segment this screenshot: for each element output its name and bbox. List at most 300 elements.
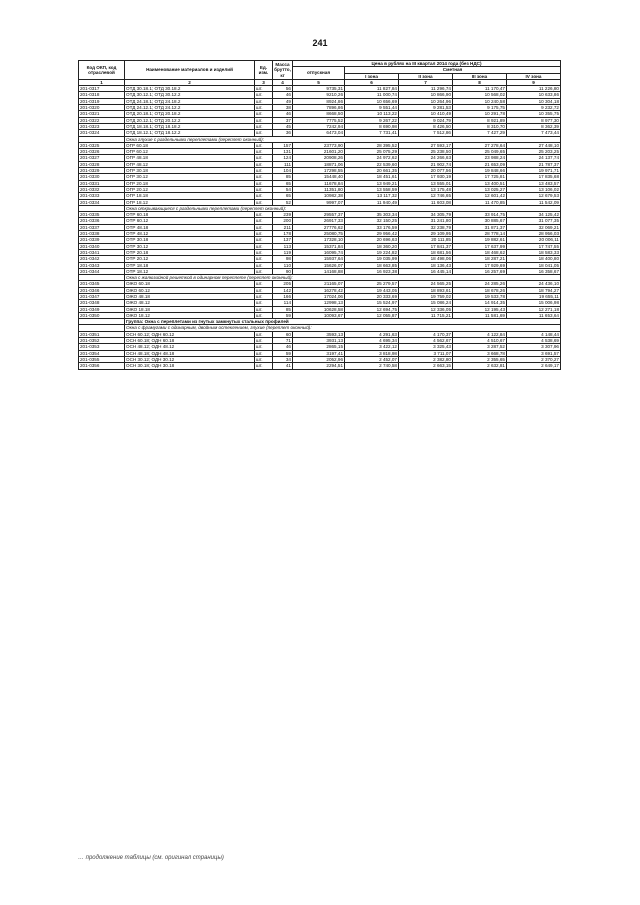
cell-zone-3-price: 3 287,52 [453, 344, 507, 350]
cell-zone-1-price: 2 452,07 [345, 356, 399, 362]
cell-zone-3-price: 17 637,99 [453, 243, 507, 249]
cell-release-price: 8668,50 [293, 111, 345, 117]
col-number: 4 [273, 79, 293, 85]
cell-name: ОТД 30.18.1; ОТД 30.18.2 [125, 86, 255, 92]
cell-code: 201-0327 [79, 155, 125, 161]
cell-zone-1-price: 9 267,22 [345, 117, 399, 123]
cell-zone-2-price: 20 111,85 [399, 237, 453, 243]
cell-release-price: 15448,40 [293, 174, 345, 180]
cell-zone-2-price: 18 893,61 [399, 287, 453, 293]
cell-zone-4-price: 15 006,98 [507, 300, 561, 306]
cell-mass: 46 [273, 92, 293, 98]
cell-release-price: 21601,20 [293, 149, 345, 155]
cell-zone-4-price: 13 483,57 [507, 180, 561, 186]
cell-name: ОТД 20.18.1; ОТД 20.18.2 [125, 111, 255, 117]
cell-code: 201-0337 [79, 224, 125, 230]
cell-release-price: 3197,41 [293, 350, 345, 356]
cell-mass: 59 [273, 312, 293, 318]
cell-zone-2-price: 29 109,95 [399, 231, 453, 237]
cell-mass: 59 [273, 350, 293, 356]
cell-name: ОТД 20.12.1; ОТД 20.12.2 [125, 117, 255, 123]
cell-unit: шт. [255, 180, 273, 186]
cell-mass: 65 [273, 180, 293, 186]
cell-code: 201-0319 [79, 98, 125, 104]
cell-mass: 178 [273, 231, 293, 237]
cell-zone-4-price: 10 633,86 [507, 92, 561, 98]
cell-zone-3-price: 7 427,29 [453, 130, 507, 136]
cell-mass: 90 [273, 268, 293, 274]
cell-zone-1-price: 11 940,49 [345, 199, 399, 205]
cell-release-price: 11678,84 [293, 180, 345, 186]
cell-mass: 49 [273, 98, 293, 104]
cell-zone-2-price: 11 296,74 [399, 86, 453, 92]
col-number: 2 [125, 79, 255, 85]
cell-release-price: 15626,07 [293, 262, 345, 268]
cell-unit: шт. [255, 256, 273, 262]
cell-mass: 52 [273, 199, 293, 205]
cell-code: 201-0324 [79, 130, 125, 136]
cell-mass: 56 [273, 86, 293, 92]
cell-zone-1-price: 15 524,97 [345, 300, 399, 306]
cell-mass: 60 [273, 331, 293, 337]
cell-zone-1-price: 19 035,99 [345, 256, 399, 262]
cell-code: 201-0353 [79, 344, 125, 350]
cell-release-price: 2052,96 [293, 356, 345, 362]
cell-name: ОГР 18.12 [125, 199, 255, 205]
cell-zone-4-price: 7 473,44 [507, 130, 561, 136]
cell-name: ОСН 48.12; ОДН 48.12 [125, 344, 255, 350]
cell-zone-4-price: 18 041,05 [507, 262, 561, 268]
cell-mass: 71 [273, 338, 293, 344]
section-title: Группа: Окна с переплетами из гнутых замкнутых стальных профилей [125, 319, 561, 325]
cell-name: ОЖО 48.12 [125, 300, 255, 306]
cell-unit: шт. [255, 98, 273, 104]
cell-zone-2-price: 34 305,79 [399, 212, 453, 218]
cell-zone-3-price: 19 848,66 [453, 168, 507, 174]
cell-name: ОТР 48.18 [125, 224, 255, 230]
cell-zone-3-price: 18 468,62 [453, 249, 507, 255]
cell-zone-1-price: 29 956,42 [345, 231, 399, 237]
cell-unit: шт. [255, 123, 273, 129]
col-number: 9 [507, 79, 561, 85]
cell-name: ОТД 18.12.1; ОТД 18.12.2 [125, 130, 255, 136]
cell-zone-2-price: 13 555,01 [399, 180, 453, 186]
cell-name: ОТР 30.18 [125, 237, 255, 243]
cell-zone-3-price: 27 278,64 [453, 142, 507, 148]
col-number: 5 [293, 79, 345, 85]
cell-zone-1-price: 24 972,62 [345, 155, 399, 161]
cell-zone-2-price: 10 410,49 [399, 111, 453, 117]
cell-unit: шт. [255, 193, 273, 199]
cell-zone-4-price: 12 271,18 [507, 306, 561, 312]
cell-zone-1-price: 13 558,59 [345, 186, 399, 192]
cell-zone-2-price: 24 266,63 [399, 155, 453, 161]
cell-mass: 41 [273, 363, 293, 369]
cell-zone-3-price: 11 470,85 [453, 199, 507, 205]
header-code: Код ОКП, код отраслевой [79, 61, 125, 80]
cell-zone-4-price: 24 436,10 [507, 281, 561, 287]
header-zone-4: IV зона [507, 73, 561, 79]
cell-code: 201-0345 [79, 281, 125, 287]
cell-code: 201-0323 [79, 123, 125, 129]
cell-unit: шт. [255, 218, 273, 224]
cell-zone-1-price: 4 291,63 [345, 331, 399, 337]
cell-unit: шт. [255, 281, 273, 287]
cell-code: 201-0339 [79, 237, 125, 243]
cell-zone-4-price: 11 653,64 [507, 312, 561, 318]
cell-zone-4-price: 18 583,33 [507, 249, 561, 255]
cell-name: ОГР 30.12 [125, 174, 255, 180]
group-title: Окна с фрамугами с одинарным, двойным остеклением, глухие (переплет оконный): [125, 325, 561, 331]
cell-name: ОЖО 18.18 [125, 306, 255, 312]
header-estimate: Сметная [345, 67, 561, 73]
cell-mass: 85 [273, 174, 293, 180]
cell-zone-1-price: 35 303,34 [345, 212, 399, 218]
cell-code: 201-0343 [79, 262, 125, 268]
continuation-note: … продолжение таблицы (см. оригинал страницы) [78, 855, 224, 861]
cell-code: 201-0322 [79, 117, 125, 123]
cell-zone-3-price: 18 678,26 [453, 287, 507, 293]
cell-zone-1-price: 25 075,29 [345, 149, 399, 155]
cell-name: ОГР 48.18 [125, 155, 255, 161]
cell-release-price: 25080,75 [293, 231, 345, 237]
cell-zone-2-price: 27 593,17 [399, 142, 453, 148]
cell-zone-3-price: 8 921,89 [453, 117, 507, 123]
cell-zone-1-price: 12 055,87 [345, 312, 399, 318]
cell-name: ОТР 18.12 [125, 268, 255, 274]
cell-name: ОТР 48.12 [125, 231, 255, 237]
cell-zone-4-price: 21 787,37 [507, 161, 561, 167]
cell-unit: шт. [255, 268, 273, 274]
cell-release-price: 11351,80 [293, 186, 345, 192]
cell-code: 201-0340 [79, 243, 125, 249]
cell-code: 201-0317 [79, 86, 125, 92]
cell-unit: шт. [255, 186, 273, 192]
cell-zone-3-price: 30 885,67 [453, 218, 507, 224]
cell-name: ОСН 60.12; ОДН 60.12 [125, 331, 255, 337]
cell-zone-4-price: 3 691,57 [507, 350, 561, 356]
cell-zone-4-price: 18 794,27 [507, 287, 561, 293]
cell-zone-4-price: 19 655,11 [507, 293, 561, 299]
cell-zone-3-price: 23 988,24 [453, 155, 507, 161]
cell-mass: 124 [273, 155, 293, 161]
cell-release-price: 15371,84 [293, 243, 345, 249]
cell-unit: шт. [255, 86, 273, 92]
cell-release-price: 3593,13 [293, 331, 345, 337]
cell-name: ОТР 60.12 [125, 218, 255, 224]
cell-zone-1-price: 7 731,41 [345, 130, 399, 136]
cell-release-price: 27776,62 [293, 224, 345, 230]
cell-name: ОТД 18.18.1; ОТД 18.18.2 [125, 123, 255, 129]
cell-release-price: 14168,88 [293, 268, 345, 274]
cell-mass: 114 [273, 300, 293, 306]
cell-zone-3-price: 19 882,61 [453, 237, 507, 243]
cell-zone-2-price: 21 902,74 [399, 161, 453, 167]
cell-mass: 200 [273, 218, 293, 224]
cell-zone-4-price: 9 232,72 [507, 105, 561, 111]
cell-zone-4-price: 31 077,35 [507, 218, 561, 224]
cell-code: 201-0325 [79, 142, 125, 148]
cell-code: 201-0354 [79, 350, 125, 356]
cell-name: ОСН 60.18; ОДН 60.18 [125, 338, 255, 344]
cell-zone-3-price: 19 533,78 [453, 293, 507, 299]
cell-mass: 65 [273, 193, 293, 199]
cell-zone-1-price: 16 923,38 [345, 268, 399, 274]
cell-zone-4-price: 18 400,80 [507, 256, 561, 262]
cell-zone-4-price: 11 226,80 [507, 86, 561, 92]
cell-name: ОГР 30.18 [125, 168, 255, 174]
cell-code: 201-0351 [79, 331, 125, 337]
cell-release-price: 21165,07 [293, 281, 345, 287]
cell-zone-3-price: 2 632,81 [453, 363, 507, 369]
cell-zone-2-price: 10 866,90 [399, 92, 453, 98]
cell-zone-2-price: 18 136,43 [399, 262, 453, 268]
cell-zone-4-price: 32 069,21 [507, 224, 561, 230]
col-number: 8 [453, 79, 507, 85]
cell-zone-3-price: 2 355,65 [453, 356, 507, 362]
cell-unit: шт. [255, 105, 273, 111]
cell-zone-3-price: 21 653,09 [453, 161, 507, 167]
cell-zone-4-price: 8 362,39 [507, 123, 561, 129]
cell-code: 201-0342 [79, 256, 125, 262]
cell-zone-3-price: 4 510,67 [453, 338, 507, 344]
cell-code: 201-0326 [79, 149, 125, 155]
cell-name: ОТР 18.18 [125, 262, 255, 268]
cell-unit: шт. [255, 199, 273, 205]
cell-zone-3-price: 4 122,84 [453, 331, 507, 337]
cell-name: ОЖО 60.18 [125, 281, 255, 287]
cell-code: 201-0344 [79, 268, 125, 274]
cell-code: 201-0352 [79, 338, 125, 344]
cell-zone-3-price: 11 581,69 [453, 312, 507, 318]
cell-unit: шт. [255, 111, 273, 117]
cell-mass: 110 [273, 262, 293, 268]
cell-zone-1-price: 33 176,59 [345, 224, 399, 230]
cell-name: ОТД 30.12.1; ОТД 30.12.2 [125, 92, 255, 98]
header-zone-3: III зона [453, 73, 507, 79]
cell-release-price: 9735,31 [293, 86, 345, 92]
cell-zone-3-price: 25 049,65 [453, 149, 507, 155]
cell-zone-2-price: 15 086,24 [399, 300, 453, 306]
cell-name: ОГР 18.18 [125, 193, 255, 199]
cell-zone-1-price: 13 117,32 [345, 193, 399, 199]
cell-zone-4-price: 12 679,53 [507, 193, 561, 199]
cell-unit: шт. [255, 168, 273, 174]
cell-zone-1-price: 4 695,34 [345, 338, 399, 344]
cell-zone-2-price: 7 512,86 [399, 130, 453, 136]
cell-zone-4-price: 2 649,17 [507, 363, 561, 369]
cell-zone-4-price: 8 977,30 [507, 117, 561, 123]
cell-release-price: 10628,58 [293, 306, 345, 312]
cell-zone-4-price: 20 006,11 [507, 237, 561, 243]
cell-zone-2-price: 24 565,25 [399, 281, 453, 287]
cell-zone-2-price: 31 241,80 [399, 218, 453, 224]
cell-release-price: 29557,37 [293, 212, 345, 218]
cell-zone-4-price: 4 538,69 [507, 338, 561, 344]
page-number: 241 [312, 38, 328, 48]
cell-mass: 113 [273, 243, 293, 249]
cell-zone-1-price: 10 656,69 [345, 98, 399, 104]
cell-zone-4-price: 28 956,03 [507, 231, 561, 237]
header-price-title: Цена в рублях на III квартал 2014 года (без НДС) [293, 61, 561, 67]
cell-zone-1-price: 25 279,57 [345, 281, 399, 287]
cell-zone-1-price: 11 000,74 [345, 92, 399, 98]
cell-mass: 54 [273, 186, 293, 192]
cell-zone-4-price: 11 542,09 [507, 199, 561, 205]
cell-release-price: 9210,26 [293, 92, 345, 98]
cell-zone-4-price: 17 835,68 [507, 174, 561, 180]
table-row [79, 363, 561, 369]
cell-name: ОТД 24.12.1; ОТД 24.12.2 [125, 105, 255, 111]
cell-code: 201-0329 [79, 168, 125, 174]
cell-name: ОСН 48.18; ОДН 48.18 [125, 350, 255, 356]
cell-code: 201-0348 [79, 300, 125, 306]
cell-zone-3-price: 24 285,26 [453, 281, 507, 287]
cell-release-price: 2865,15 [293, 344, 345, 350]
cell-name: ОГР 60.18 [125, 142, 255, 148]
cell-code: 201-0331 [79, 180, 125, 186]
cell-zone-1-price: 3 818,98 [345, 350, 399, 356]
cell-name: ОСН 30.12; ОДН 30.12 [125, 356, 255, 362]
col-number: 3 [255, 79, 273, 85]
cell-unit: шт. [255, 224, 273, 230]
cell-name: ОТД 24.18.1; ОТД 24.18.2 [125, 98, 255, 104]
cell-mass: 104 [273, 168, 293, 174]
cell-name: ОТР 20.12 [125, 256, 255, 262]
cell-unit: шт. [255, 287, 273, 293]
cell-zone-3-price: 33 914,75 [453, 212, 507, 218]
cell-zone-2-price: 13 175,48 [399, 186, 453, 192]
cell-release-price: 17298,55 [293, 168, 345, 174]
cell-zone-2-price: 12 746,65 [399, 193, 453, 199]
cell-unit: шт. [255, 356, 273, 362]
cell-name: ОТР 60.18 [125, 212, 255, 218]
cell-code: 201-0346 [79, 287, 125, 293]
cell-code: 201-0333 [79, 193, 125, 199]
cell-zone-2-price: 17 841,37 [399, 243, 453, 249]
cell-zone-4-price: 24 137,74 [507, 155, 561, 161]
cell-unit: шт. [255, 331, 273, 337]
cell-name: ОТР 30.12 [125, 243, 255, 249]
cell-zone-2-price: 19 759,02 [399, 293, 453, 299]
cell-unit: шт. [255, 130, 273, 136]
cell-mass: 157 [273, 142, 293, 148]
cell-release-price: 17328,10 [293, 237, 345, 243]
cell-zone-4-price: 10 304,18 [507, 98, 561, 104]
header-release: отпускная [293, 67, 345, 80]
cell-zone-3-price: 10 568,02 [453, 92, 507, 98]
cell-zone-4-price: 16 358,67 [507, 268, 561, 274]
cell-zone-3-price: 17 929,69 [453, 262, 507, 268]
cell-zone-1-price: 19 224,82 [345, 249, 399, 255]
cell-zone-1-price: 18 360,20 [345, 243, 399, 249]
cell-mass: 205 [273, 281, 293, 287]
cell-release-price: 23773,90 [293, 142, 345, 148]
cell-mass: 239 [273, 212, 293, 218]
cell-name: ОГР 20.18 [125, 180, 255, 186]
cell-zone-2-price: 4 562,67 [399, 338, 453, 344]
cell-zone-1-price: 20 696,63 [345, 237, 399, 243]
cell-zone-4-price: 10 355,75 [507, 111, 561, 117]
cell-release-price: 10093,67 [293, 312, 345, 318]
header-zone-1: I зона [345, 73, 399, 79]
cell-zone-1-price: 28 395,52 [345, 142, 399, 148]
cell-name: ОЖО 60.12 [125, 287, 255, 293]
cell-code: 201-0349 [79, 306, 125, 312]
group-title: Окна с жалюзийной решеткой в одинарном переплете (переплет оконный): [125, 275, 561, 281]
cell-code: 201-0335 [79, 212, 125, 218]
cell-zone-3-price: 28 778,14 [453, 231, 507, 237]
cell-zone-1-price: 18 451,61 [345, 174, 399, 180]
cell-release-price: 10982,38 [293, 193, 345, 199]
cell-mass: 37 [273, 117, 293, 123]
cell-zone-2-price: 2 382,80 [399, 356, 453, 362]
cell-zone-1-price: 22 539,60 [345, 161, 399, 167]
cell-zone-2-price: 12 336,05 [399, 306, 453, 312]
cell-release-price: 16278,42 [293, 287, 345, 293]
cell-mass: 98 [273, 256, 293, 262]
cell-unit: шт. [255, 312, 273, 318]
cell-zone-2-price: 10 264,96 [399, 98, 453, 104]
cell-zone-2-price: 9 024,79 [399, 117, 453, 123]
cell-release-price: 18871,06 [293, 161, 345, 167]
cell-zone-1-price: 32 150,25 [345, 218, 399, 224]
cell-unit: шт. [255, 155, 273, 161]
cell-zone-2-price: 16 445,14 [399, 268, 453, 274]
cell-release-price: 15937,64 [293, 256, 345, 262]
cell-zone-2-price: 20 077,56 [399, 168, 453, 174]
cell-unit: шт. [255, 212, 273, 218]
cell-code: 201-0318 [79, 92, 125, 98]
cell-code: 201-0334 [79, 199, 125, 205]
cell-mass: 137 [273, 237, 293, 243]
cell-zone-2-price: 32 238,79 [399, 224, 453, 230]
cell-zone-2-price: 17 930,19 [399, 174, 453, 180]
cell-name: ОЖО 48.18 [125, 293, 255, 299]
cell-unit: шт. [255, 350, 273, 356]
cell-zone-4-price: 25 203,25 [507, 149, 561, 155]
cell-release-price: 9997,07 [293, 199, 345, 205]
cell-mass: 119 [273, 249, 293, 255]
cell-unit: шт. [255, 249, 273, 255]
cell-zone-4-price: 34 125,42 [507, 212, 561, 218]
cell-zone-3-price: 12 601,42 [453, 193, 507, 199]
cell-zone-2-price: 3 711,07 [399, 350, 453, 356]
cell-name: ОГР 20.12 [125, 186, 255, 192]
cell-unit: шт. [255, 149, 273, 155]
cell-unit: шт. [255, 243, 273, 249]
group-title: Окна открывающиеся с раздельными переплетами (переплет оконный): [125, 205, 561, 211]
cell-code: 201-0320 [79, 105, 125, 111]
cell-unit: шт. [255, 338, 273, 344]
cell-release-price: 3931,13 [293, 338, 345, 344]
cell-unit: шт. [255, 300, 273, 306]
cell-release-price: 7242,94 [293, 123, 345, 129]
cell-zone-2-price: 3 325,43 [399, 344, 453, 350]
cell-zone-3-price: 18 287,21 [453, 256, 507, 262]
cell-code: 201-0330 [79, 174, 125, 180]
cell-zone-3-price: 10 240,58 [453, 98, 507, 104]
cell-code: 201-0332 [79, 186, 125, 192]
cell-unit: шт. [255, 231, 273, 237]
cell-code: 201-0328 [79, 161, 125, 167]
cell-zone-1-price: 9 551,44 [345, 105, 399, 111]
cell-release-price: 7775,52 [293, 117, 345, 123]
cell-zone-2-price: 11 603,08 [399, 199, 453, 205]
cell-zone-3-price: 13 025,27 [453, 186, 507, 192]
cell-code: 201-0356 [79, 363, 125, 369]
cell-zone-3-price: 12 195,43 [453, 306, 507, 312]
